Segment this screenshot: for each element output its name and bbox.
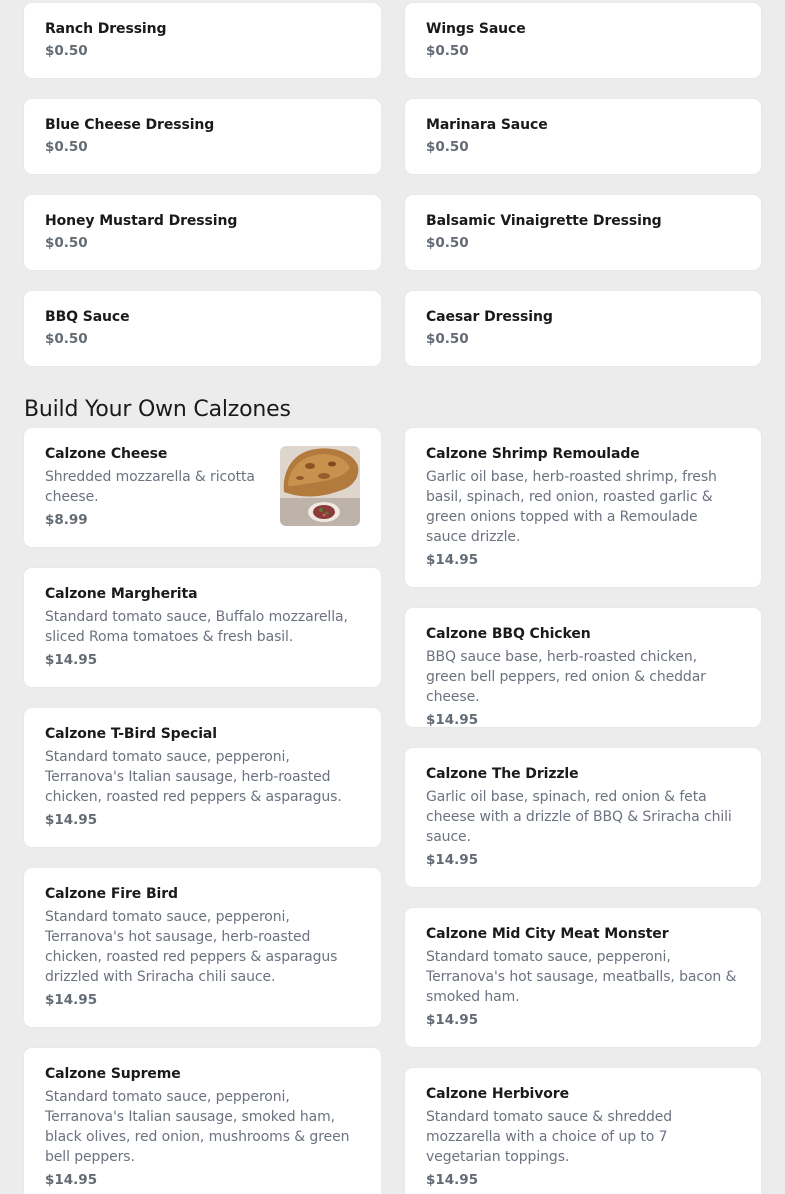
- item-name: Honey Mustard Dressing: [45, 213, 238, 229]
- item-description: Standard tomato sauce, Buffalo mozzarella, sliced Roma tomatoes & fresh basil.: [45, 609, 348, 645]
- item-name: Balsamic Vinaigrette Dressing: [426, 213, 662, 229]
- item-name: Calzone Cheese: [45, 446, 168, 462]
- item-description: Standard tomato sauce, pepperoni, Terranova's Italian sausage, herb-roasted chicken, roasted red peppers & asparagus.: [45, 749, 342, 805]
- item-price: $14.95: [45, 992, 98, 1008]
- item-name: Calzone T-Bird Special: [45, 726, 217, 742]
- item-name: Ranch Dressing: [45, 21, 167, 37]
- menu-item-card[interactable]: [405, 608, 761, 727]
- menu-item-card[interactable]: [24, 1048, 381, 1194]
- item-price: $14.95: [426, 712, 479, 728]
- item-name: Marinara Sauce: [426, 117, 548, 133]
- menu-item-card[interactable]: [24, 568, 381, 687]
- item-description: Standard tomato sauce & shredded mozzarella with a choice of up to 7 vegetarian toppings.: [426, 1109, 673, 1165]
- menu-item-card[interactable]: [24, 708, 381, 847]
- item-name: Calzone Herbivore: [426, 1086, 570, 1102]
- menu-item-card[interactable]: [24, 99, 381, 174]
- item-name: Blue Cheese Dressing: [45, 117, 215, 133]
- item-price: $14.95: [45, 652, 98, 668]
- item-name: Caesar Dressing: [426, 309, 553, 325]
- item-description: Shredded mozzarella & ricotta cheese.: [45, 469, 255, 505]
- item-description: Standard tomato sauce, pepperoni, Terranova's hot sausage, herb-roasted chicken, roasted red peppers & asparagus drizzled with Sriracha chili sauce.: [45, 909, 338, 985]
- item-price: $14.95: [45, 812, 98, 828]
- item-name: Calzone Supreme: [45, 1066, 181, 1082]
- item-price: $0.50: [45, 235, 88, 251]
- item-price: $14.95: [45, 1172, 98, 1188]
- item-price: $0.50: [426, 139, 469, 155]
- item-description: Garlic oil base, herb-roasted shrimp, fresh basil, spinach, red onion, roasted garlic & green onions topped with a Remoulade sauce drizzle.: [426, 469, 717, 545]
- item-description: Standard tomato sauce, pepperoni, Terranova's Italian sausage, smoked ham, black olives, red onion, mushrooms & green bell peppers.: [45, 1089, 350, 1165]
- menu-item-card[interactable]: [24, 291, 381, 366]
- item-price: $8.99: [45, 512, 88, 528]
- item-name: BBQ Sauce: [45, 309, 130, 325]
- item-price: $14.95: [426, 852, 479, 868]
- menu-item-card[interactable]: [405, 291, 761, 366]
- menu-item-card[interactable]: [405, 428, 761, 587]
- item-price: $14.95: [426, 552, 479, 568]
- item-price: $0.50: [426, 331, 469, 347]
- item-price: $0.50: [45, 139, 88, 155]
- item-description: Standard tomato sauce, pepperoni, Terranova's hot sausage, meatballs, bacon & smoked ham.: [426, 949, 737, 1005]
- item-price: $0.50: [426, 235, 469, 251]
- item-name: Calzone Margherita: [45, 586, 198, 602]
- item-price: $0.50: [45, 43, 88, 59]
- menu-item-card[interactable]: [405, 195, 761, 270]
- menu-item-card[interactable]: [24, 868, 381, 1027]
- menu-item-card[interactable]: [24, 3, 381, 78]
- menu-item-card[interactable]: [405, 748, 761, 887]
- menu-item-card[interactable]: [405, 3, 761, 78]
- item-price: $0.50: [45, 331, 88, 347]
- section-title: Build Your Own Calzones: [24, 397, 291, 422]
- menu-item-card[interactable]: [405, 908, 761, 1047]
- item-name: Calzone Shrimp Remoulade: [426, 446, 640, 462]
- item-price: $14.95: [426, 1012, 479, 1028]
- item-price: $14.95: [426, 1172, 479, 1188]
- item-name: Calzone BBQ Chicken: [426, 626, 591, 642]
- item-description: BBQ sauce base, herb-roasted chicken, green bell peppers, red onion & cheddar cheese.: [426, 649, 706, 705]
- item-name: Wings Sauce: [426, 21, 526, 37]
- menu-item-card[interactable]: [405, 1068, 761, 1194]
- item-price: $0.50: [426, 43, 469, 59]
- item-description: Garlic oil base, spinach, red onion & feta cheese with a drizzle of BBQ & Sriracha chili sauce.: [426, 789, 732, 845]
- menu-item-card[interactable]: [405, 99, 761, 174]
- menu-item-card[interactable]: [24, 195, 381, 270]
- item-name: Calzone Mid City Meat Monster: [426, 926, 669, 942]
- menu-item-card[interactable]: [24, 428, 381, 547]
- item-name: Calzone Fire Bird: [45, 886, 178, 902]
- item-name: Calzone The Drizzle: [426, 766, 579, 782]
- calzone-photo[interactable]: [280, 446, 360, 526]
